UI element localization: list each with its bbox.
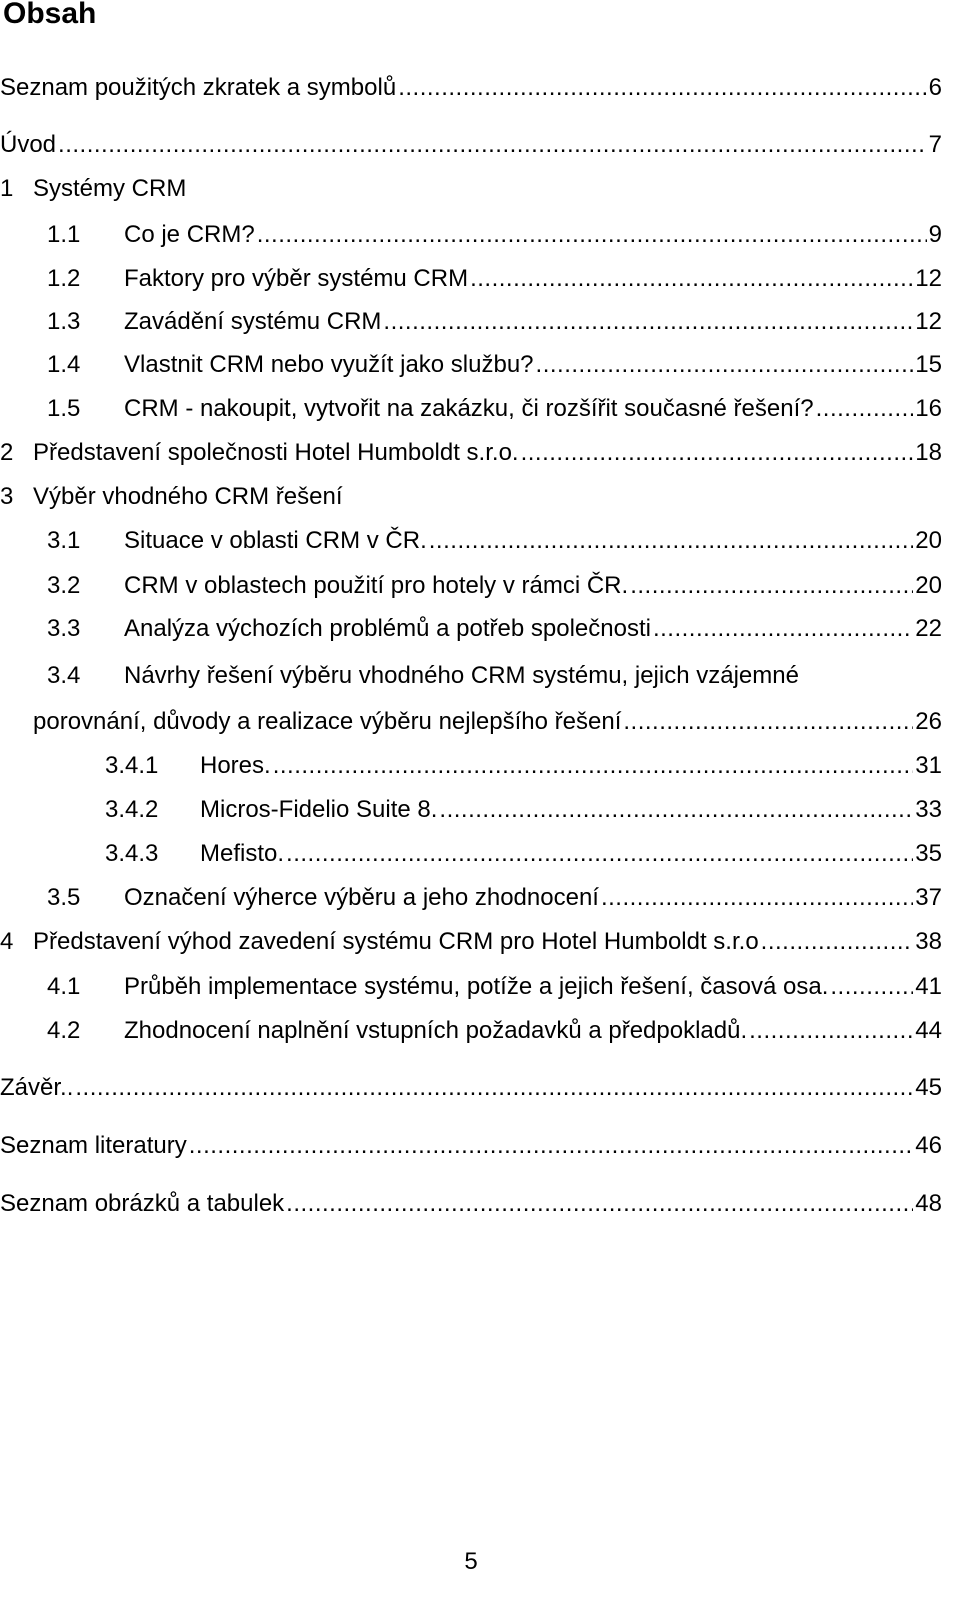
toc-page-number: 7 (928, 131, 942, 158)
toc-title: Obsah (3, 0, 97, 30)
toc-leader (623, 702, 913, 742)
toc-entry-number: 3.5 (47, 884, 81, 911)
toc-entry-number: 3.4.3 (105, 840, 159, 867)
toc-entry-label: Seznam použitých zkratek a symbolů (0, 74, 397, 101)
toc-leader (470, 259, 913, 299)
toc-entry-label: Mefisto. (200, 840, 285, 867)
toc-page-number: 26 (915, 708, 942, 735)
toc-entry-1-1[interactable] (0, 215, 942, 255)
toc-entry-chapter-2[interactable] (0, 433, 942, 473)
toc-entry-number: 3.3 (47, 615, 81, 642)
toc-entry-label: CRM v oblastech použití pro hotely v rámci ČR. (124, 572, 629, 599)
toc-entry-label: Výběr vhodného CRM řešení (33, 483, 343, 510)
toc-leader (286, 1184, 913, 1224)
toc-entry-number: 4.2 (47, 1017, 81, 1044)
toc-entry-abbreviations[interactable] (0, 68, 942, 108)
toc-entry-bibliography[interactable] (0, 1126, 942, 1166)
toc-leader (189, 1126, 914, 1166)
toc-entry-label: Označení výherce výběru a jeho zhodnocení (124, 884, 599, 911)
toc-entry-3-4-2[interactable] (0, 790, 942, 830)
toc-entry-3-2[interactable] (0, 566, 942, 606)
toc-entry-number: 4 (0, 928, 14, 955)
toc-entry-number: 1.3 (47, 308, 81, 335)
toc-entry-3-4-continued[interactable] (0, 702, 942, 742)
toc-entry-1-3[interactable] (0, 302, 942, 342)
toc-entry-1-2[interactable] (0, 259, 942, 299)
toc-page-number: 35 (915, 840, 942, 867)
toc-entry-label: Vlastnit CRM nebo využít jako službu? (124, 351, 534, 378)
toc-entry-chapter-3[interactable] (0, 477, 942, 517)
toc-entry-label: Seznam literatury (0, 1132, 187, 1159)
toc-entry-label: Systémy CRM (33, 175, 187, 202)
toc-page-number: 38 (915, 928, 942, 955)
toc-entry-label: Úvod (0, 131, 57, 158)
toc-entry-number: 1.2 (47, 265, 81, 292)
toc-entry-3-5[interactable] (0, 878, 942, 918)
toc-entry-label: Průběh implementace systému, potíže a jejich řešení, časová osa. (124, 973, 829, 1000)
toc-entry-label: Seznam obrázků a tabulek (0, 1190, 285, 1217)
page-number: 5 (464, 1548, 478, 1575)
toc-leader (383, 302, 913, 342)
toc-entry-label: Návrhy řešení výběru vhodného CRM systému, jejich vzájemné (124, 662, 799, 689)
toc-page-number: 22 (915, 615, 942, 642)
toc-page-number: 12 (915, 308, 942, 335)
toc-entry-number: 3.2 (47, 572, 81, 599)
toc-entry-label: Představení výhod zavedení systému CRM pro Hotel Humboldt s.r.o (33, 928, 759, 955)
toc-page-number: 44 (915, 1017, 942, 1044)
toc-leader (816, 389, 914, 429)
toc-leader (630, 566, 913, 606)
toc-leader (273, 746, 914, 786)
toc-entry-label: Zavádění systému CRM (124, 308, 382, 335)
toc-leader (58, 125, 927, 165)
toc-entry-label: CRM - nakoupit, vytvořit na zakázku, či rozšířit současné řešení? (124, 395, 814, 422)
toc-leader (653, 609, 913, 649)
toc-entry-intro[interactable] (0, 125, 942, 165)
toc-entry-label: Zhodnocení naplnění vstupních požadavků a předpokladů. (124, 1017, 748, 1044)
toc-entry-4-1[interactable] (0, 967, 942, 1007)
toc-page-number: 6 (928, 74, 942, 101)
toc-leader (75, 1068, 913, 1108)
toc-entry-1-4[interactable] (0, 345, 942, 385)
toc-page-number: 31 (915, 752, 942, 779)
toc-entry-label: Představení společnosti Hotel Humboldt s.r.o. (33, 439, 519, 466)
toc-page-number: 33 (915, 796, 942, 823)
toc-entry-number: 1.1 (47, 221, 81, 248)
toc-entry-3-3[interactable] (0, 609, 942, 649)
toc-page-number: 45 (915, 1074, 942, 1101)
toc-leader (286, 834, 913, 874)
toc-entry-conclusion[interactable] (0, 1068, 942, 1108)
toc-entry-1-5[interactable] (0, 389, 942, 429)
toc-entry-chapter-1[interactable] (0, 169, 942, 209)
toc-entry-3-1[interactable] (0, 521, 942, 561)
toc-entry-number: 3.4 (47, 662, 81, 689)
toc-entry-3-4-1[interactable] (0, 746, 942, 786)
toc-leader (398, 68, 926, 108)
toc-leader (439, 790, 913, 830)
toc-leader (429, 521, 914, 561)
toc-page-number: 15 (915, 351, 942, 378)
toc-entry-3-4-3[interactable] (0, 834, 942, 874)
toc-page-number: 12 (915, 265, 942, 292)
toc-entry-number: 3 (0, 483, 14, 510)
toc-entry-number: 1.5 (47, 395, 81, 422)
toc-entry-4-2[interactable] (0, 1011, 942, 1051)
toc-leader (601, 878, 913, 918)
toc-leader (761, 922, 914, 962)
toc-page-number: 37 (915, 884, 942, 911)
toc-entry-label: Faktory pro výběr systému CRM (124, 265, 469, 292)
toc-page-number: 46 (915, 1132, 942, 1159)
toc-entry-number: 3.1 (47, 527, 81, 554)
toc-entry-number: 4.1 (47, 973, 81, 1000)
toc-leader (536, 345, 914, 385)
toc-page-number: 9 (928, 221, 942, 248)
toc-page-number: 20 (915, 572, 942, 599)
toc-leader (521, 433, 914, 473)
toc-entry-label: Závěr.. (0, 1074, 74, 1101)
toc-entry-number: 1 (0, 175, 14, 202)
toc-entry-figures-tables[interactable] (0, 1184, 942, 1224)
toc-entry-3-4[interactable] (0, 656, 942, 696)
toc-entry-label: Analýza výchozích problémů a potřeb společnosti (124, 615, 651, 642)
toc-leader (257, 215, 927, 255)
toc-entry-number: 3.4.2 (105, 796, 159, 823)
toc-entry-label: Micros-Fidelio Suite 8. (200, 796, 438, 823)
toc-entry-label: Co je CRM? (124, 221, 255, 248)
toc-leader (830, 967, 913, 1007)
toc-entry-label: Situace v oblasti CRM v ČR. (124, 527, 427, 554)
toc-page-number: 16 (915, 395, 942, 422)
toc-page-number: 20 (915, 527, 942, 554)
toc-entry-number: 1.4 (47, 351, 81, 378)
toc-entry-number: 3.4.1 (105, 752, 159, 779)
toc-page-number: 41 (915, 973, 942, 1000)
toc-entry-label: Hores. (200, 752, 271, 779)
toc-entry-number: 2 (0, 439, 14, 466)
toc-page-number: 18 (915, 439, 942, 466)
toc-leader (749, 1011, 913, 1051)
toc-entry-label: porovnání, důvody a realizace výběru nejlepšího řešení (33, 708, 622, 735)
toc-entry-chapter-4[interactable] (0, 922, 942, 962)
toc-page-number: 48 (915, 1190, 942, 1217)
